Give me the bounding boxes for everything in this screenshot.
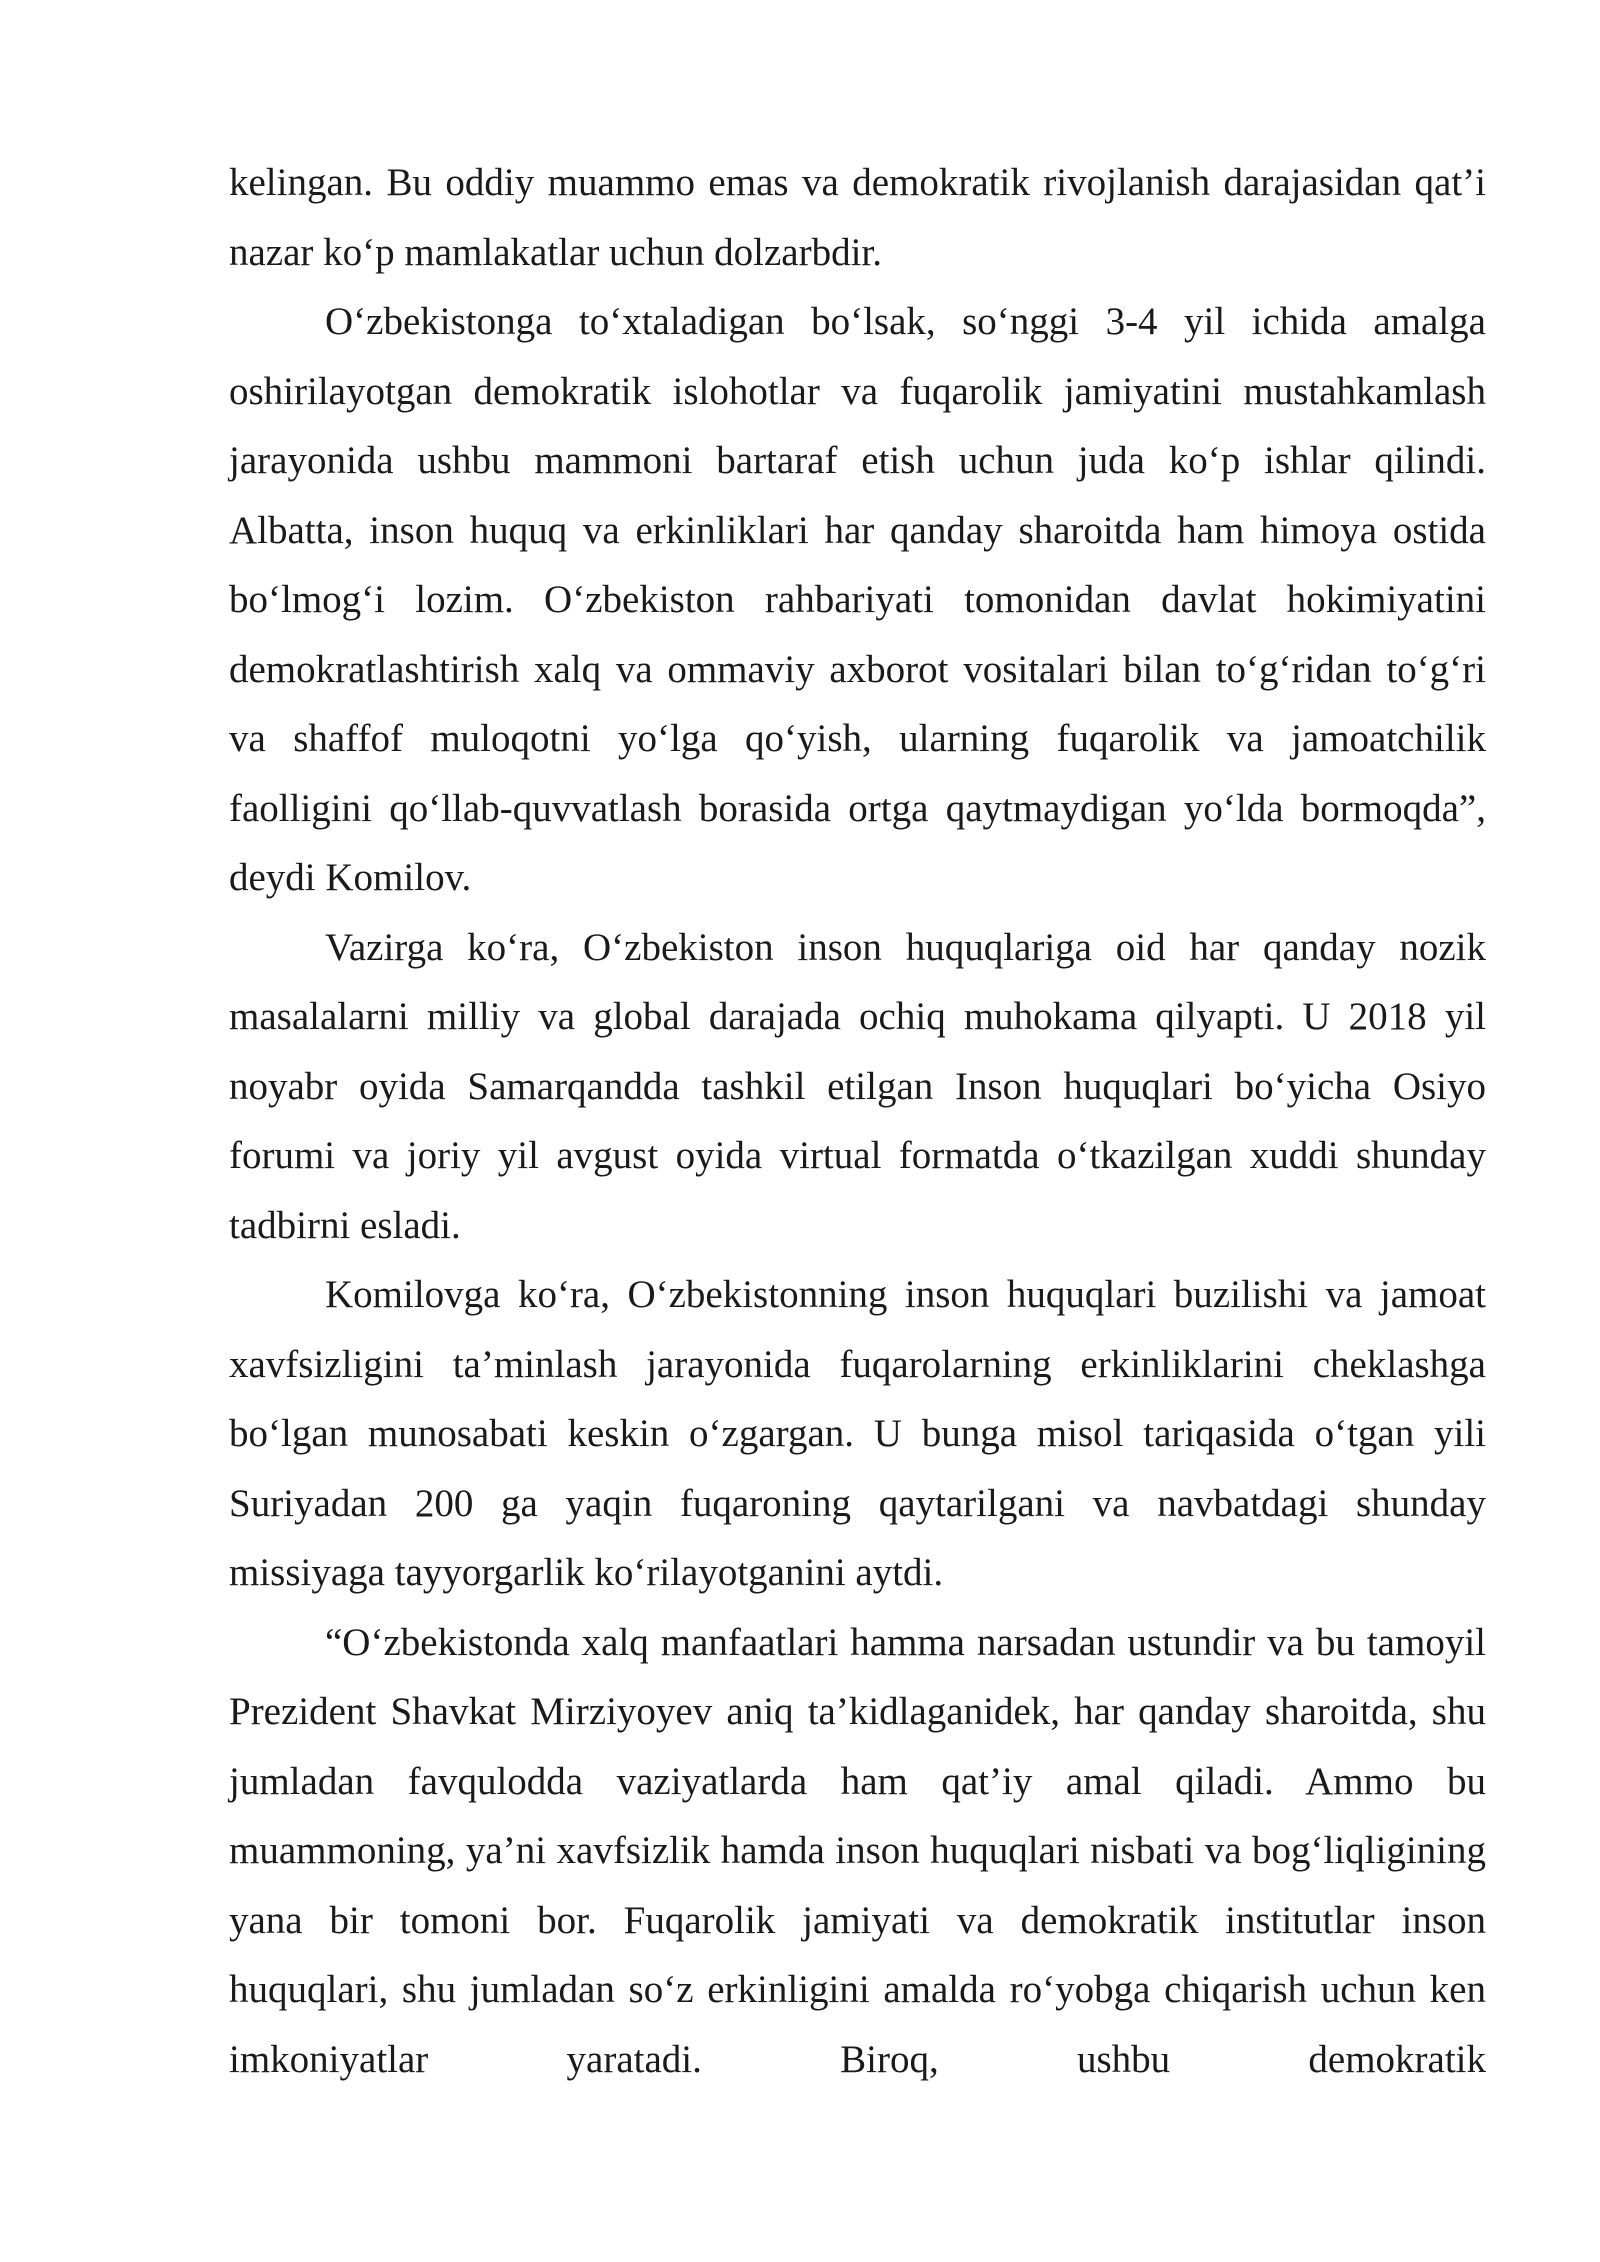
paragraph-5: “O‘zbekistonda xalq manfaatlari hamma narsadan ustundir va bu tamoyil Prezident Shavkat Mirziyoyev aniq ta’kidlaganidek, har qanday sharoitda, shu jumladan favqulodda vaziyatlarda ham qat’iy amal qiladi. Ammo bu muammoning, ya’ni xavfsizlik hamda inson huquqlari nisbati va bog‘liqligining yana bir tomoni bor. Fuqarolik jamiyati va demokratik institutlar inson huquqlari, shu jumladan so‘z erkinligini amalda ro‘yobga chiqarish uchun ken imkoniyatlar yaratadi. Biroq, ushbu demokratik xyxy=(229,1620,1486,2081)
paragraph-2: O‘zbekistonga to‘xtaladigan bo‘lsak, so‘nggi 3-4 yil ichida amalga oshirilayotgan demokratik islohotlar va fuqarolik jamiyatini mustahkamlash jarayonida ushbu mammoni bartaraf etish uchun juda ko‘p ishlar qilindi. Albatta, inson huquq va erkinliklari har qanday sharoitda ham himoya ostida bo‘lmog‘i lozim. O‘zbekiston rahbariyati tomonidan davlat hokimiyatini demokratlashtirish xalq va ommaviy axborot vositalari bilan to‘g‘ridan to‘g‘ri va shaffof muloqotni yo‘lga qo‘yish, ularning fuqarolik va jamoatchilik faolligini qo‘llab-quvvatlash borasida ortga qaytmaydigan yo‘lda bormoqda”, deydi Komilov. xyxy=(229,300,1486,899)
document-page xyxy=(229,148,1486,2094)
paragraph-1: kelingan. Bu oddiy muammo emas va demokratik rivojlanish darajasidan qat’i nazar ko‘p mamlakatlar uchun dolzarbdir. xyxy=(229,161,1486,274)
paragraph-3: Vazirga ko‘ra, O‘zbekiston inson huquqlariga oid har qanday nozik masalalarni milliy va global darajada ochiq muhokama qilyapti. U 2018 yil noyabr oyida Samarqandda tashkil etilgan Inson huquqlari bo‘yicha Osiyo forumi va joriy yil avgust oyida virtual formatda o‘tkazilgan xuddi shunday tadbirni esladi. xyxy=(229,925,1486,1247)
paragraph-4: Komilovga ko‘ra, O‘zbekistonning inson huquqlari buzilishi va jamoat xavfsizligini ta’minlash jarayonida fuqarolarning erkinliklarini cheklashga bo‘lgan munosabati keskin o‘zgargan. U bunga misol tariqasida o‘tgan yili Suriyadan 200 ga yaqin fuqaroning qaytarilgani va navbatdagi shunday missiyaga tayyorgarlik ko‘rilayotganini aytdi. xyxy=(229,1273,1486,1594)
